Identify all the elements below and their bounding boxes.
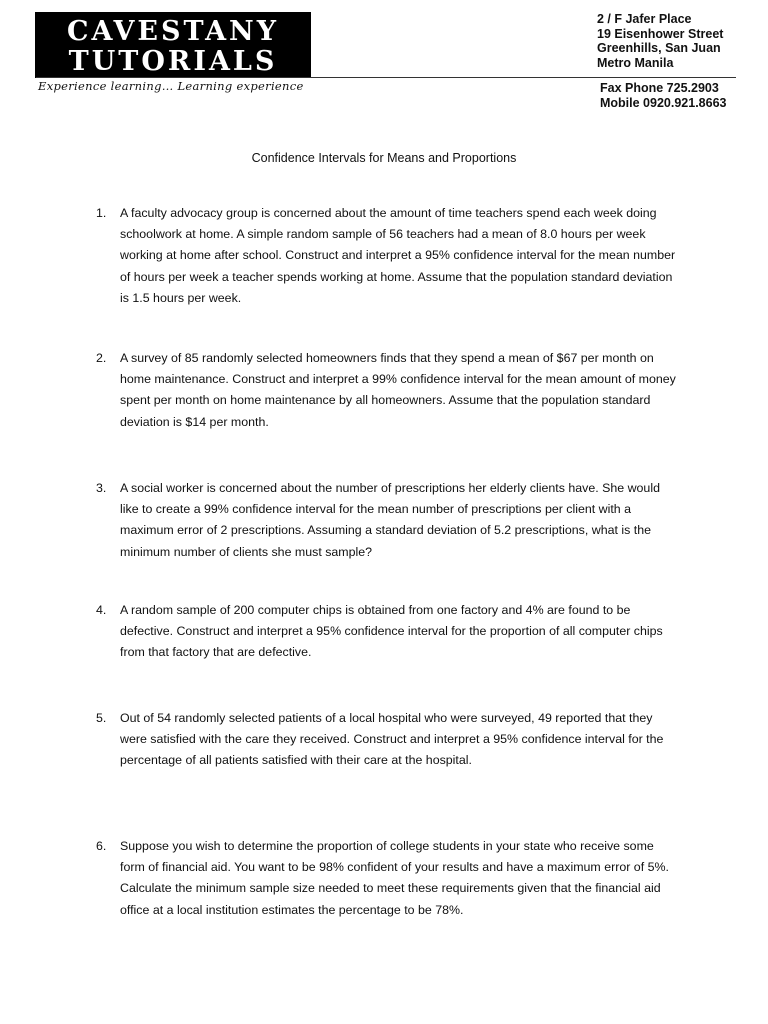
tagline: Experience learning… Learning experience — [38, 79, 304, 93]
question-text: A survey of 85 randomly selected homeowners finds that they spend a mean of $67 per month on home maintenance. Construct and interpret a 99% confidence interval for the mean amount of money spent per month on home maintenance by all homeowners. Assume that the population standard deviation is $14 per month. — [120, 351, 676, 429]
company-contact — [600, 81, 726, 110]
address-line: Greenhills, San Juan — [597, 41, 721, 55]
company-address — [597, 12, 723, 70]
question-text: Out of 54 randomly selected patients of a local hospital who were surveyed, 49 reported that they were satisfied with the care they received. Construct and interpret a 95% confidence interval for the percentage of all patients satisfied with their care at the hospital. — [120, 711, 664, 768]
question-text: A faculty advocacy group is concerned about the amount of time teachers spend each week doing schoolwork at home. A simple random sample of 56 teachers had a mean of 8.0 hours per week working at home after school. Construct and interpret a 95% confidence interval for the mean number of hours per week a teacher spends working at home. Assume that the population standard deviation is 1.5 hours per week. — [120, 206, 676, 305]
question-number: 5. — [96, 711, 107, 725]
question-text: Suppose you wish to determine the proportion of college students in your state who receive some form of financial aid. You want to be 98% confident of your results and have a maximum error of 5%. Calculate the minimum sample size needed to meet these requirements given that the financial aid office at a local institution estimates the percentage to be 78%. — [120, 839, 669, 917]
address-line: 19 Eisenhower Street — [597, 26, 724, 41]
address-line: Metro Manila — [597, 55, 674, 70]
question-number: 1. — [96, 206, 107, 220]
address-line: 2 / F Jafer Place — [597, 12, 692, 26]
mobile-number: Mobile 0920.921.8663 — [600, 95, 727, 110]
question-number: 3. — [96, 481, 107, 495]
question-text: A social worker is concerned about the number of prescriptions her elderly clients have. She would like to create a 99% confidence interval for the mean number of prescriptions per client with a maximum error of 2 prescriptions. Assuming a standard deviation of 5.2 prescriptions, what is the minimum number of clients she must sample? — [120, 481, 660, 559]
header-divider — [36, 77, 736, 78]
document-title: Confidence Intervals for Means and Proportions — [251, 151, 517, 165]
question-number: 6. — [96, 839, 107, 853]
fax-number: Fax Phone 725.2903 — [600, 81, 719, 95]
company-logo — [35, 12, 311, 78]
question-text: A random sample of 200 computer chips is obtained from one factory and 4% are found to be defective. Construct and interpret a 95% confidence interval for the proportion of all computer chips from that factory that are defective. — [120, 603, 663, 660]
logo-line-2: TUTORIALS — [68, 46, 278, 77]
question-number: 4. — [96, 603, 107, 617]
question-number: 2. — [96, 351, 107, 365]
logo-line-1: CAVESTANY — [66, 16, 280, 47]
